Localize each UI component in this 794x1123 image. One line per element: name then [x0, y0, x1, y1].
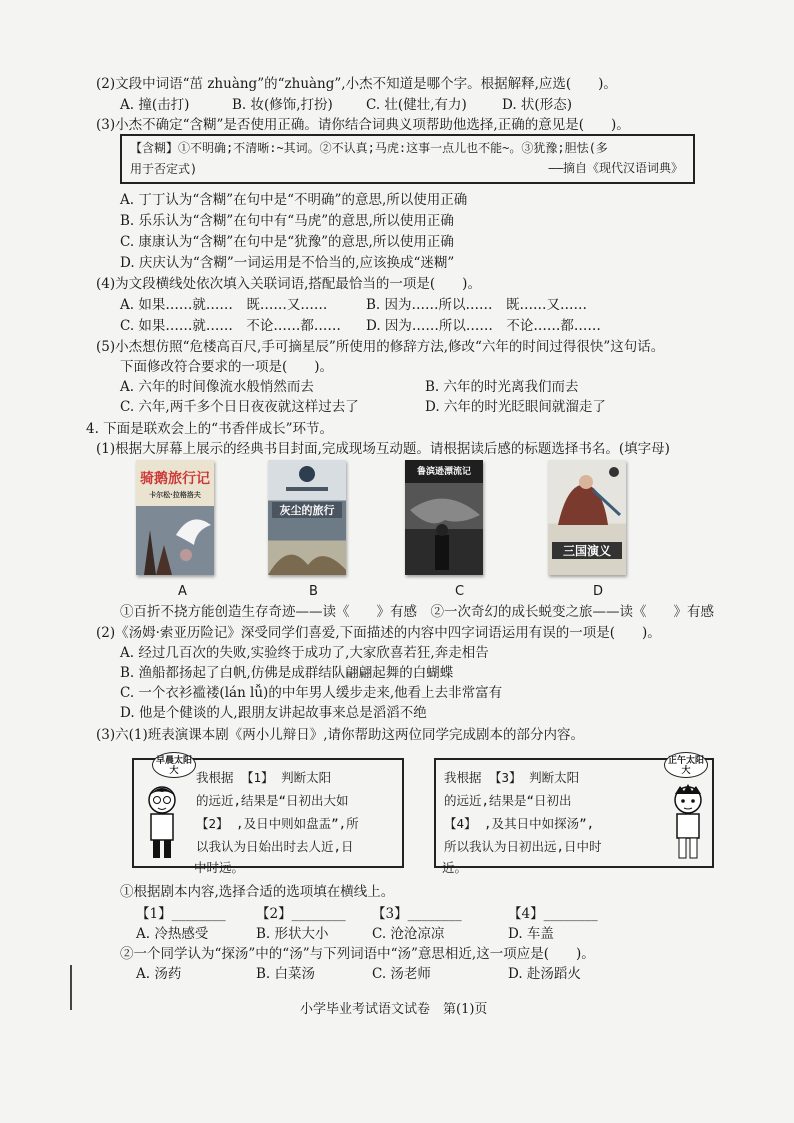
section4-title: 4. 下面是联欢会上的“书香伴成长”环节。	[86, 421, 333, 437]
speech-bubble-right: 正午太阳大	[664, 752, 708, 778]
script-panel-left	[132, 758, 404, 868]
s4-part1-stem: (1)根据大屏幕上展示的经典书目封面,完成现场互动题。请根据读后感的标题选择书名。(填字母)	[96, 441, 670, 457]
book-cover-c	[405, 460, 483, 575]
script-left-line-4: 以我认为日始出时去人近,日	[196, 839, 354, 854]
tang-option-b: B. 白菜汤	[256, 966, 316, 982]
s4-part2-option-d: D. 他是个健谈的人,跟朋友讲起故事来总是滔滔不绝	[120, 705, 427, 721]
q2-option-a: A. 撞(击打)	[120, 97, 190, 113]
book-c-label: C	[455, 584, 465, 599]
speech-bubble-left: 早晨太阳大	[152, 752, 196, 778]
book-b-label: B	[309, 584, 318, 599]
q5-option-a: A. 六年的时间像流水般悄然而去	[120, 379, 314, 395]
script-right-line-3: 【4】 ,及其日中如探汤”,	[444, 816, 595, 831]
dictionary-definition: 【含糊】①不明确;不清晰:~其词。②不认真;马虎:这事一点儿也不能~。③犹豫;胆怯(多	[130, 141, 608, 155]
q4-option-b: B. 因为……所以…… 既……又……	[366, 297, 588, 313]
q2-option-b: B. 妆(修饰,打扮)	[232, 97, 333, 113]
choice-a: A. 冷热感受	[136, 926, 209, 942]
book-c-illustration	[405, 490, 483, 575]
q3-option-d: D. 庆庆认为“含糊”一词运用是不恰当的,应该换成“迷糊”	[120, 255, 455, 271]
q4-option-c: C. 如果……就…… 不论……都……	[120, 318, 341, 334]
s4-part3-stem: (3)六(1)班表演课本剧《两小儿辩日》,请你帮助这两位同学完成剧本的部分内容。	[96, 727, 585, 743]
choice-b: B. 形状大小	[256, 926, 329, 942]
script-right-line-2: 的远近,结果是“日初出	[444, 793, 572, 808]
dictionary-source: ——摘自《现代汉语词典》	[548, 161, 683, 175]
q3-option-b: B. 乐乐认为“含糊”在句中有“马虎”的意思,所以使用正确	[120, 213, 454, 229]
q2-option-d: D. 状(形态)	[502, 97, 572, 113]
s4-part2-option-b: B. 渔船都扬起了白帆,仿佛是成群结队翩翩起舞的白蝴蝶	[120, 665, 454, 681]
book-b-illustration	[268, 535, 346, 575]
book-b-header-icon	[268, 460, 346, 500]
book-a-label: A	[178, 584, 187, 599]
q3-option-a: A. 丁丁认为“含糊”在句中是“不明确”的意思,所以使用正确	[120, 192, 468, 208]
script-left-line-5: 中时远。	[194, 860, 245, 875]
script-left-line-3: 【2】 ,及日中则如盘盂”,所	[196, 816, 359, 831]
blank-3[interactable]: 【3】________	[372, 906, 462, 922]
choice-d: D. 车盖	[508, 926, 554, 942]
page-footer: 小学毕业考试语文试卷 第(1)页	[300, 1002, 488, 1017]
s4-part2-option-c: C. 一个衣衫褴褛(lán lǚ)的中年男人缓步走来,他看上去非常富有	[120, 685, 503, 701]
book-d-title: 三国演义	[552, 542, 622, 559]
script-right-line-1: 我根据 【3】 判断太阳	[444, 770, 580, 785]
book-cover-b	[268, 460, 346, 575]
script-left-line-1: 我根据 【1】 判断太阳	[196, 770, 332, 785]
blank-2[interactable]: 【2】________	[256, 906, 346, 922]
q2-stem: (2)文段中词语“茁 zhuàng”的“zhuàng”,小杰不知道是哪个字。根据解释,应选( )。	[96, 76, 617, 92]
book-b-title: 灰尘的旅行	[272, 502, 342, 518]
tang-option-c: C. 汤老师	[372, 966, 431, 982]
book-a-title: 骑鹅旅行记	[140, 471, 210, 487]
q4-option-a: A. 如果……就…… 既……又……	[120, 297, 328, 313]
q2-option-c: C. 壮(健壮,有力)	[366, 97, 467, 113]
boy-figure-right-icon	[666, 782, 710, 864]
q5-option-d: D. 六年的时光眨眼间就溜走了	[425, 399, 606, 415]
script-q1-stem: ①根据剧本内容,选择合适的选项填在横线上。	[120, 884, 395, 900]
blank-4[interactable]: 【4】________	[508, 906, 598, 922]
q3-option-c: C. 康康认为“含糊”在句中是“犹豫”的意思,所以使用正确	[120, 234, 454, 250]
q5-option-b: B. 六年的时光离我们而去	[425, 379, 579, 395]
s4-part1-fill: ①百折不挠方能创造生存奇迹——读《 》有感 ②一次奇幻的成长蜕变之旅——读《 》有感	[120, 604, 714, 620]
s4-part2-stem: (2)《汤姆·索亚历险记》深受同学们喜爱,下面描述的内容中四字词语运用有误的一项是( )。	[96, 625, 661, 641]
book-c-title: 鲁滨逊漂流记	[416, 467, 471, 477]
q3-stem: (3)小杰不确定“含糊”是否使用正确。请你结合词典义项帮助他选择,正确的意见是( )。	[96, 117, 630, 133]
script-right-line-4: 所以我认为日初出远,日中时	[444, 839, 602, 854]
choice-c: C. 沧沧凉凉	[372, 926, 445, 942]
q4-stem: (4)为文段横线处依次填入关联词语,搭配最恰当的一项是( )。	[96, 276, 481, 292]
q5-stem: (5)小杰想仿照“危楼高百尺,手可摘星辰”所使用的修辞方法,修改“六年的时间过得很快”这句话。	[96, 339, 665, 355]
script-q2-stem: ②一个同学认为“探汤”中的“汤”与下列词语中“汤”意思相近,这一项应是( )。	[120, 946, 595, 962]
s4-part2-option-a: A. 经过几百次的失败,实验终于成功了,大家欣喜若狂,奔走相告	[120, 645, 489, 661]
script-right-line-5: 近。	[442, 860, 468, 875]
dictionary-box	[120, 134, 695, 184]
book-d-label: D	[593, 584, 604, 599]
book-cover-a	[136, 460, 214, 575]
tang-option-d: D. 赴汤蹈火	[508, 966, 581, 982]
book-a-author: 卡尔松·拉格洛夫	[149, 491, 201, 499]
binding-mark	[70, 965, 72, 1010]
q5-stem-cont: 下面修改符合要求的一项是( )。	[120, 359, 334, 375]
tang-option-a: A. 汤药	[136, 966, 182, 982]
book-d-illustration	[548, 460, 626, 530]
blank-1[interactable]: 【1】________	[136, 906, 226, 922]
script-left-line-2: 的远近,结果是“日初出大如	[196, 793, 349, 808]
script-panel-right	[434, 758, 714, 868]
book-a-illustration	[136, 500, 214, 575]
boy-figure-left-icon	[140, 782, 184, 864]
dictionary-definition-cont: 用于否定式)	[130, 162, 198, 176]
q4-option-d: D. 因为……所以…… 不论……都……	[366, 318, 601, 334]
book-cover-d	[548, 460, 626, 575]
q5-option-c: C. 六年,两千多个日日夜夜就这样过去了	[120, 399, 359, 415]
